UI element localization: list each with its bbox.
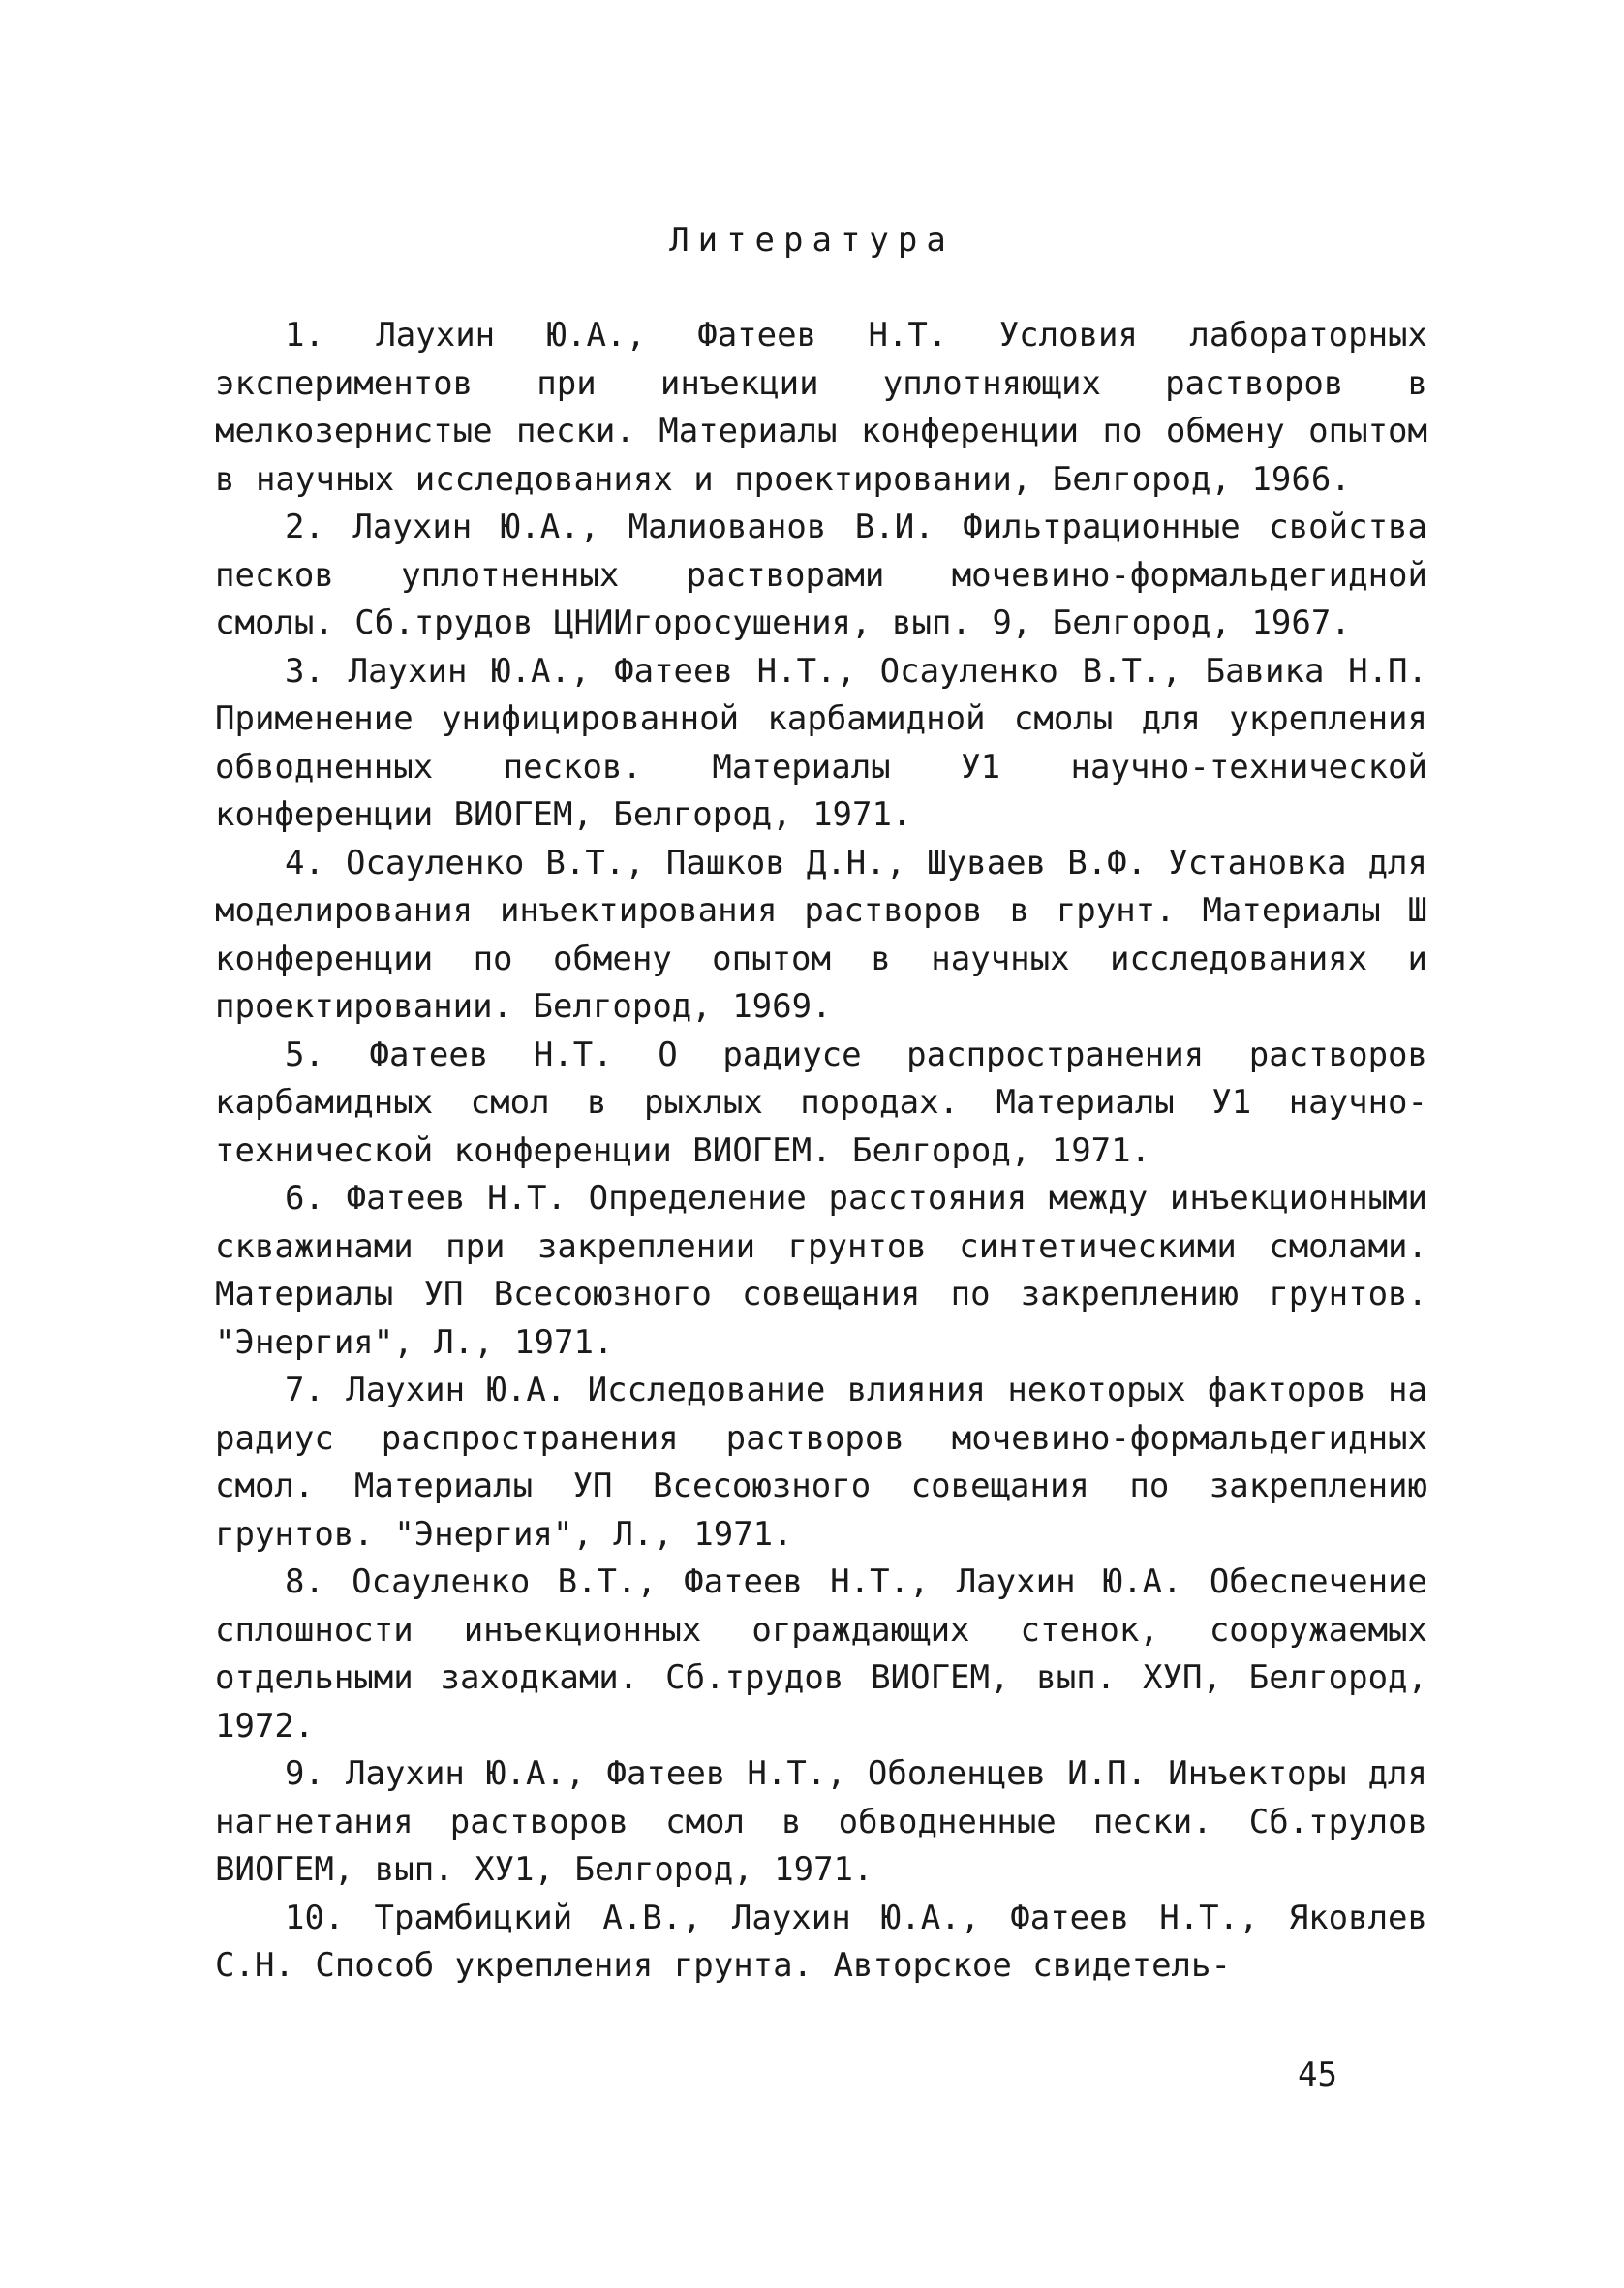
- page-heading: Литература: [669, 221, 955, 260]
- reference-item: 9. Лаухин Ю.А., Фатеев Н.Т., Оболенцев И.П. Инъекторы для нагнетания растворов смол в обводненные пески. Сб.трулов ВИОГЕМ, вып. ХУ1, Белгород, 1971.: [215, 1754, 1427, 1889]
- reference-item: 2. Лаухин Ю.А., Малиованов В.И. Фильтрационные свойства песков уплотненных растворами мочевино-формальдегидной смолы. Сб.трудов ЦНИИгоросушения, вып. 9, Белгород, 1967.: [215, 508, 1427, 642]
- reference-item: 5. Фатеев Н.Т. О радиусе распространения растворов карбамидных смол в рыхлых породах. Материалы У1 научно-технической конференции ВИОГЕМ. Белгород, 1971.: [215, 1035, 1427, 1170]
- reference-item: 4. Осауленко В.Т., Пашков Д.Н., Шуваев В.Ф. Установка для моделирования инъектирования растворов в грунт. Материалы Ш конференции по обмену опытом в научных исследованиях и проектировании. Белгород, 1969.: [215, 843, 1427, 1026]
- reference-item: 3. Лаухин Ю.А., Фатеев Н.Т., Осауленко В.Т., Бавика Н.П. Применение унифицированной карбамидной смолы для укрепления обводненных песков. Материалы У1 научно-технической конференции ВИОГЕМ, Белгород, 1971.: [215, 651, 1427, 834]
- reference-item: 6. Фатеев Н.Т. Определение расстояния между инъекционными скважинами при закреплении грунтов синтетическими смолами. Материалы УП Всесоюзного совещания по закреплению грунтов. "Энергия", Л., 1971.: [215, 1179, 1427, 1362]
- reference-item: 1. Лаухин Ю.А., Фатеев Н.Т. Условия лабораторных экспериментов при инъекции уплотняющих растворов в мелкозернистые пески. Материалы конференции по обмену опытом в научных исследованиях и проектировании, Белгород, 1966.: [215, 316, 1427, 499]
- reference-item: 7. Лаухин Ю.А. Исследование влияния некоторых факторов на радиус распространения растворов мочевино-формальдегидных смол. Материалы УП Всесоюзного совещания по закреплению грунтов. "Энергия", Л., 1971.: [215, 1371, 1427, 1554]
- page-number: 45: [1298, 2056, 1337, 2094]
- reference-list: [215, 312, 1427, 1991]
- reference-item: 10. Трамбицкий А.В., Лаухин Ю.А., Фатеев Н.Т., Яковлев С.Н. Способ укрепления грунта. Авторское свидетель-: [215, 1898, 1427, 1985]
- reference-item: 8. Осауленко В.Т., Фатеев Н.Т., Лаухин Ю.А. Обеспечение сплошности инъекционных ограждающих стенок, сооружаемых отдельными заходками. Сб.трудов ВИОГЕМ, вып. ХУП, Белгород, 1972.: [215, 1562, 1427, 1746]
